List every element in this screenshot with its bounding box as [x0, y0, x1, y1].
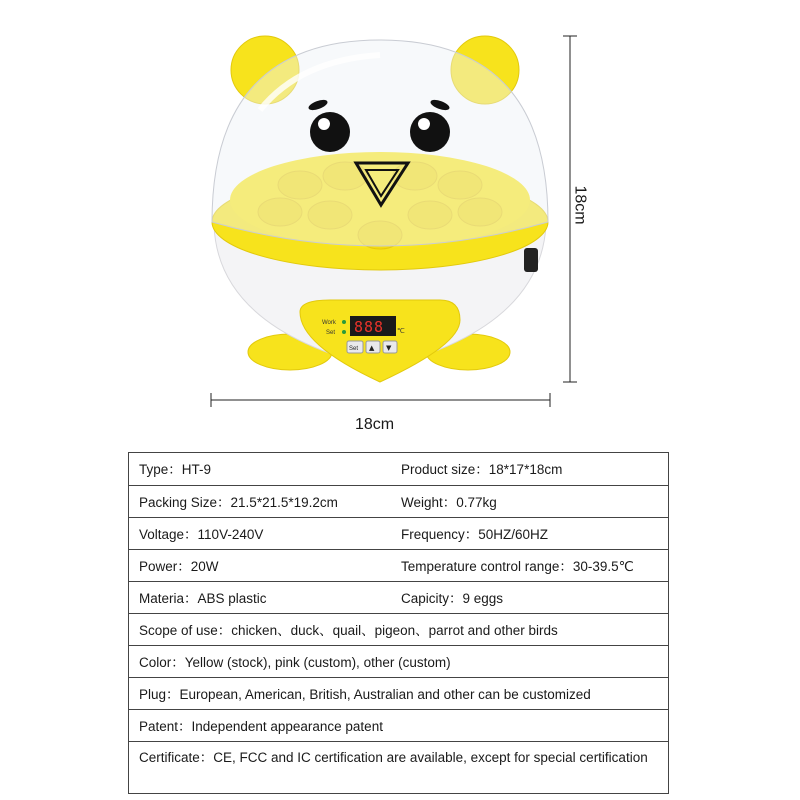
- spec-row: [129, 677, 668, 709]
- spec-row: [129, 517, 668, 549]
- spec-row: [129, 709, 668, 741]
- up-button-label: ▲: [369, 344, 375, 352]
- heart-control-panel: [300, 300, 460, 382]
- spec-weight: Weight：0.77kg: [401, 495, 497, 510]
- spec-row: [129, 741, 668, 793]
- spec-power: Power：20W: [139, 559, 219, 574]
- spec-plug: Plug：European, American, British, Australian and other can be customized: [139, 687, 591, 702]
- power-socket: [524, 248, 538, 272]
- down-button-label: ▼: [386, 344, 392, 352]
- indicator-work: Work: [322, 320, 336, 326]
- spec-voltage: Voltage：110V-240V: [139, 527, 264, 542]
- spec-patent: Patent：Independent appearance patent: [139, 719, 383, 734]
- spec-row: [129, 453, 668, 485]
- specification-table: [128, 452, 669, 794]
- display-unit: ℃: [397, 328, 405, 335]
- display-digits: 888: [354, 318, 385, 336]
- height-dimension-label: 18cm: [571, 185, 589, 225]
- spec-row: [129, 645, 668, 677]
- indicator-set: Set: [326, 330, 336, 336]
- spec-packing-size: Packing Size：21.5*21.5*19.2cm: [139, 495, 338, 510]
- spec-scope-of-use: Scope of use：chicken、duck、quail、pigeon、parrot and other birds: [139, 623, 558, 638]
- width-dimension-label: 18cm: [355, 416, 395, 433]
- spec-row: [129, 485, 668, 517]
- spec-certificate: Certificate：CE, FCC and IC certification are available, except for special certification: [139, 750, 648, 765]
- spec-row: [129, 549, 668, 581]
- width-dimension-line: [211, 393, 550, 407]
- spec-row: [129, 613, 668, 645]
- spec-product-size: Product size：18*17*18cm: [401, 462, 563, 477]
- set-button-label: Set: [349, 346, 359, 352]
- spec-color: Color：Yellow (stock), pink (custom), other (custom): [139, 655, 451, 670]
- spec-temperature-range: Temperature control range：30-39.5℃: [401, 559, 634, 574]
- spec-row: [129, 581, 668, 613]
- spec-frequency: Frequency：50HZ/60HZ: [401, 527, 549, 542]
- spec-capacity: Capicity：9 eggs: [401, 591, 504, 606]
- spec-material: Materia：ABS plastic: [139, 591, 267, 606]
- spec-type: Type：HT-9: [139, 462, 212, 477]
